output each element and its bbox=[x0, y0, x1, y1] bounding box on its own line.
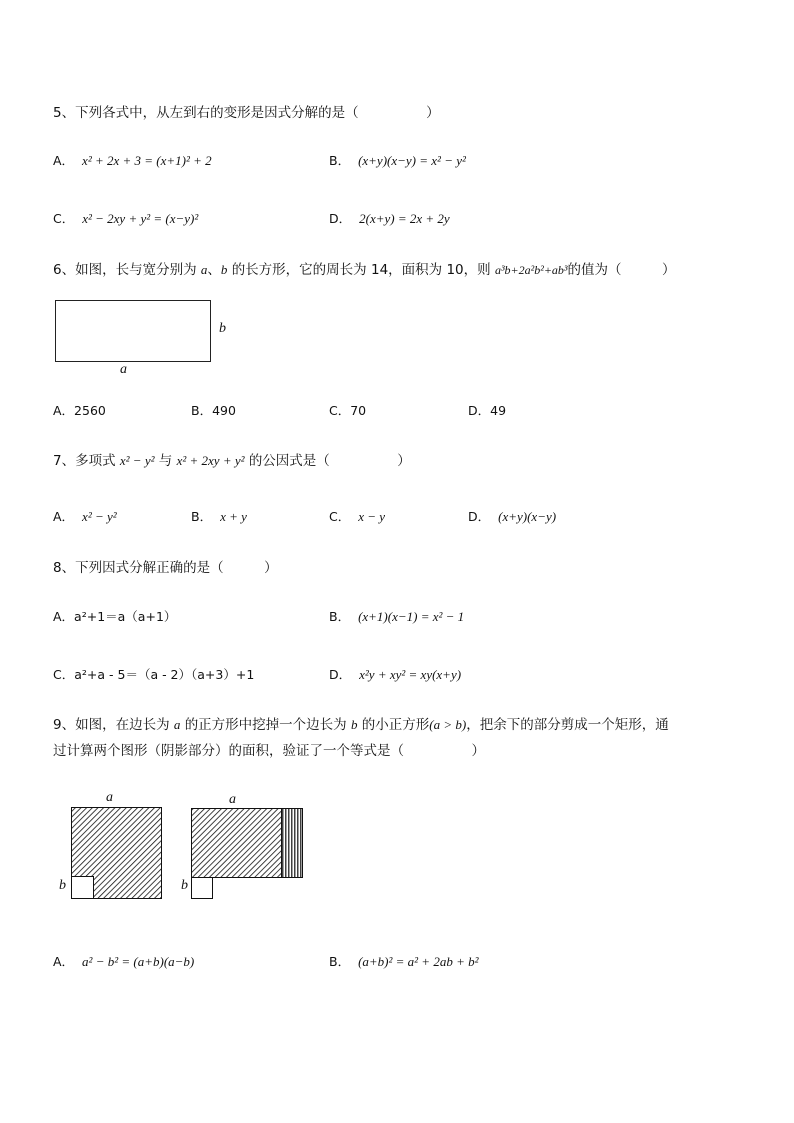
q7-option-b-prefix: B． bbox=[191, 509, 213, 524]
q6-stem-text-2: 的长方形，它的周长为 14，面积为 10，则 bbox=[231, 262, 491, 278]
q9-figure-1 bbox=[72, 808, 162, 899]
q9-fig2-label-a: a bbox=[229, 792, 236, 807]
q6-option-d[interactable]: D．49 bbox=[468, 403, 507, 418]
q6-label-b: b bbox=[219, 321, 226, 336]
q8-stem: 8、下列因式分解正确的是（ ） bbox=[53, 560, 278, 576]
q9-stem-text-2: 的正方形中挖掉一个边长为 bbox=[184, 717, 347, 733]
q6-var-a: a bbox=[200, 262, 208, 277]
q9-fig2-small-square bbox=[192, 878, 213, 899]
q7-poly-2: x² + 2xy + y² bbox=[176, 453, 245, 468]
q9-stem-line-1 bbox=[53, 713, 669, 733]
q7-option-b-math: x + y bbox=[220, 509, 247, 524]
q6-option-b[interactable]: B．490 bbox=[191, 403, 236, 418]
q7-option-a[interactable] bbox=[53, 507, 117, 525]
q9-condition: (a > b) bbox=[429, 717, 467, 732]
q6-stem-text-3: 的值为（ ） bbox=[567, 262, 676, 278]
q9-fig1-label-a: a bbox=[106, 790, 113, 805]
q9-fig1-small-square bbox=[72, 877, 94, 899]
q9-option-a-prefix: A． bbox=[53, 954, 75, 969]
q8-option-b[interactable] bbox=[329, 607, 464, 625]
q7-option-c[interactable] bbox=[329, 507, 385, 525]
q5-option-d-prefix: D． bbox=[329, 211, 352, 226]
q6-label-a: a bbox=[120, 362, 127, 377]
q8-option-d-math: x²y + xy² = xy(x+y) bbox=[359, 667, 462, 682]
q5-option-b-prefix: B． bbox=[329, 153, 351, 168]
q8-option-d[interactable] bbox=[329, 665, 461, 683]
q7-option-c-math: x − y bbox=[358, 509, 386, 524]
q7-option-d-prefix: D． bbox=[468, 509, 491, 524]
q9-stem-text-4: ，把余下的部分剪成一个矩形，通 bbox=[466, 717, 669, 733]
q6-sep: 、 bbox=[207, 262, 221, 278]
q9-option-a[interactable] bbox=[53, 952, 194, 970]
q9-var-a: a bbox=[173, 717, 181, 732]
q9-fig2-strip bbox=[282, 809, 303, 878]
q7-option-c-prefix: C． bbox=[329, 509, 351, 524]
q6-expression: a³b+2a²b²+ab³ bbox=[494, 263, 568, 277]
q9-figure-2 bbox=[192, 809, 303, 899]
q5-option-c[interactable] bbox=[53, 209, 198, 227]
q5-option-b-math: (x+y)(x−y) = x² − y² bbox=[358, 153, 466, 168]
q9-fig1-label-b: b bbox=[59, 878, 66, 893]
q5-stem: 5、下列各式中，从左到右的变形是因式分解的是（ ） bbox=[53, 105, 440, 121]
q5-option-a-math: x² + 2x + 3 = (x+1)² + 2 bbox=[82, 153, 212, 168]
q9-option-b[interactable] bbox=[329, 952, 479, 970]
q7-option-a-prefix: A． bbox=[53, 509, 75, 524]
q8-option-b-math: (x+1)(x−1) = x² − 1 bbox=[358, 609, 465, 624]
q6-option-a[interactable]: A．2560 bbox=[53, 403, 106, 418]
q9-var-b: b bbox=[350, 717, 358, 732]
q7-option-d-math: (x+y)(x−y) bbox=[498, 509, 557, 524]
q7-poly-1: x² − y² bbox=[119, 453, 155, 468]
q8-option-d-prefix: D． bbox=[329, 667, 352, 682]
q6-stem bbox=[53, 258, 676, 278]
q5-option-c-math: x² − 2xy + y² = (x−y)² bbox=[82, 211, 199, 226]
q7-option-d[interactable] bbox=[468, 507, 556, 525]
q6-rectangle bbox=[56, 301, 211, 362]
q5-option-b[interactable] bbox=[329, 151, 466, 169]
q9-option-a-math: a² − b² = (a+b)(a−b) bbox=[82, 954, 195, 969]
q8-option-b-prefix: B． bbox=[329, 609, 351, 624]
q7-option-b[interactable] bbox=[191, 507, 247, 525]
q7-stem-text-1: 7、多项式 bbox=[53, 453, 116, 469]
q9-fig2-label-b: b bbox=[181, 878, 188, 893]
q5-option-c-prefix: C． bbox=[53, 211, 75, 226]
q8-option-c[interactable]: C．a²+a - 5＝（a - 2）（a+3）+1 bbox=[53, 667, 255, 682]
q8-option-a[interactable]: A．a²+1＝a（a+1） bbox=[53, 609, 177, 624]
q9-option-b-math: (a+b)² = a² + 2ab + b² bbox=[358, 954, 479, 969]
q5-option-a-prefix: A． bbox=[53, 153, 75, 168]
q6-var-b: b bbox=[220, 262, 228, 277]
q7-stem bbox=[53, 449, 411, 469]
q9-stem-line-2: 过计算两个图形（阴影部分）的面积，验证了一个等式是（ ） bbox=[53, 743, 485, 759]
q9-fig2-main bbox=[192, 809, 282, 878]
q7-option-a-math: x² − y² bbox=[82, 509, 117, 524]
q5-option-d-math: 2(x+y) = 2x + 2y bbox=[359, 211, 450, 226]
q9-stem-text-3: 的小正方形 bbox=[361, 717, 430, 733]
q5-option-d[interactable] bbox=[329, 209, 450, 227]
q6-stem-text-1: 6、如图，长与宽分别为 bbox=[53, 262, 197, 278]
q5-option-a[interactable] bbox=[53, 151, 212, 169]
q7-stem-text-2: 的公因式是（ ） bbox=[248, 453, 411, 469]
q9-stem-text-1: 9、如图，在边长为 bbox=[53, 717, 170, 733]
q7-stem-mid: 与 bbox=[158, 453, 173, 469]
q9-option-b-prefix: B． bbox=[329, 954, 351, 969]
q9-fig1-square bbox=[72, 808, 162, 899]
q6-option-c[interactable]: C．70 bbox=[329, 403, 367, 418]
